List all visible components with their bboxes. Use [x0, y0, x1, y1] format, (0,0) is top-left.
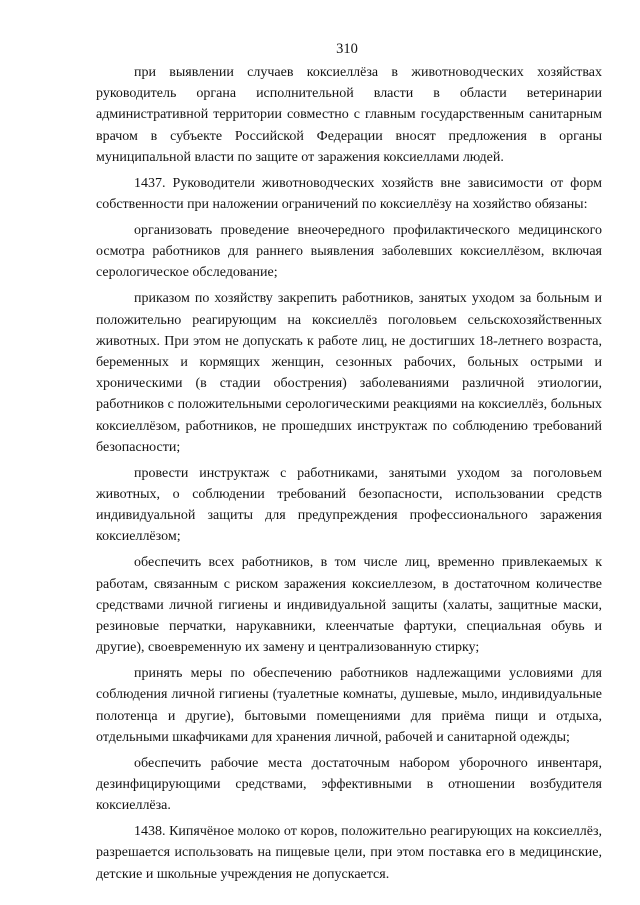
paragraph-medical-exam: организовать проведение внеочередного профилактического медицинского осмотра работников для раннего выявления заболевших коксиеллёзом, включая серологическое обследование;: [96, 223, 602, 281]
document-body: [96, 62, 602, 885]
paragraph-assign-workers: приказом по хозяйству закрепить работников, занятых уходом за больным и положительно реагирующим на коксиеллёз поголовьем сельскохозяйственных животных. При этом не допускать к работе лиц, не достигших 18-летнего возраста, беременных и кормящих женщин, сезонных рабочих, больных острыми и хроническими (в стадии обострения) заболеваниями различной этиологии, работников с положительными серологическими реакциями на коксиеллёз, больных коксиеллёзом, работников, не прошедших инструктаж по соблюдению требований безопасности;: [96, 291, 602, 455]
paragraph-protective-equipment: обеспечить всех работников, в том числе лиц, временно привлекаемых к работам, связанным с риском заражения коксиеллезом, в достаточном количестве средствами личной гигиены и индивидуальной защиты (халаты, защитные маски, резиновые перчатки, нарукавники, клеенчатые фартуки, специальная обувь и другие), своевременную их замену и централизованную стирку;: [96, 555, 602, 656]
paragraph-safety-briefing: провести инструктаж с работниками, занятыми уходом за поголовьем животных, о соблюдении требований безопасности, использовании средств индивидуальной защиты для предупреждения профессионального заражения коксиеллёзом;: [96, 465, 602, 545]
paragraph-hygiene-conditions: принять меры по обеспечению работников надлежащими условиями для соблюдения личной гигиены (туалетные комнаты, душевые, мыло, индивидуальные полотенца и другие), бытовыми помещениями для приёма пищи и отдыха, отдельными шкафчиками для хранения личной, рабочей и санитарной одежды;: [96, 666, 602, 745]
page-number: 310: [336, 41, 358, 57]
paragraph-cleaning-inventory: обеспечить рабочие места достаточным набором уборочного инвентаря, дезинфицирующими средствами, эффективными в отношении возбудителя коксиеллёза.: [96, 755, 602, 814]
paragraph-1438-milk: 1438. Кипячёное молоко от коров, положительно реагирующих на коксиеллёз, разрешается использовать на пищевые цели, при этом поставка его в медицинские, детские и школьные учреждения не допускается.: [96, 824, 602, 882]
paragraph-continuation: при выявлении случаев коксиеллёза в животноводческих хозяйствах руководитель органа исполнительной власти в области ветеринарии административной территории совместно с главным государственным санитарным врачом в субъекте Российской Федерации вносят предложения в органы муниципальной власти по защите от заражения коксиеллами людей.: [96, 65, 602, 165]
paragraph-1437-heading: 1437. Руководители животноводческих хозяйств вне зависимости от форм собственности при наложении ограничений по коксиеллёзу на хозяйство обязаны:: [96, 175, 602, 213]
